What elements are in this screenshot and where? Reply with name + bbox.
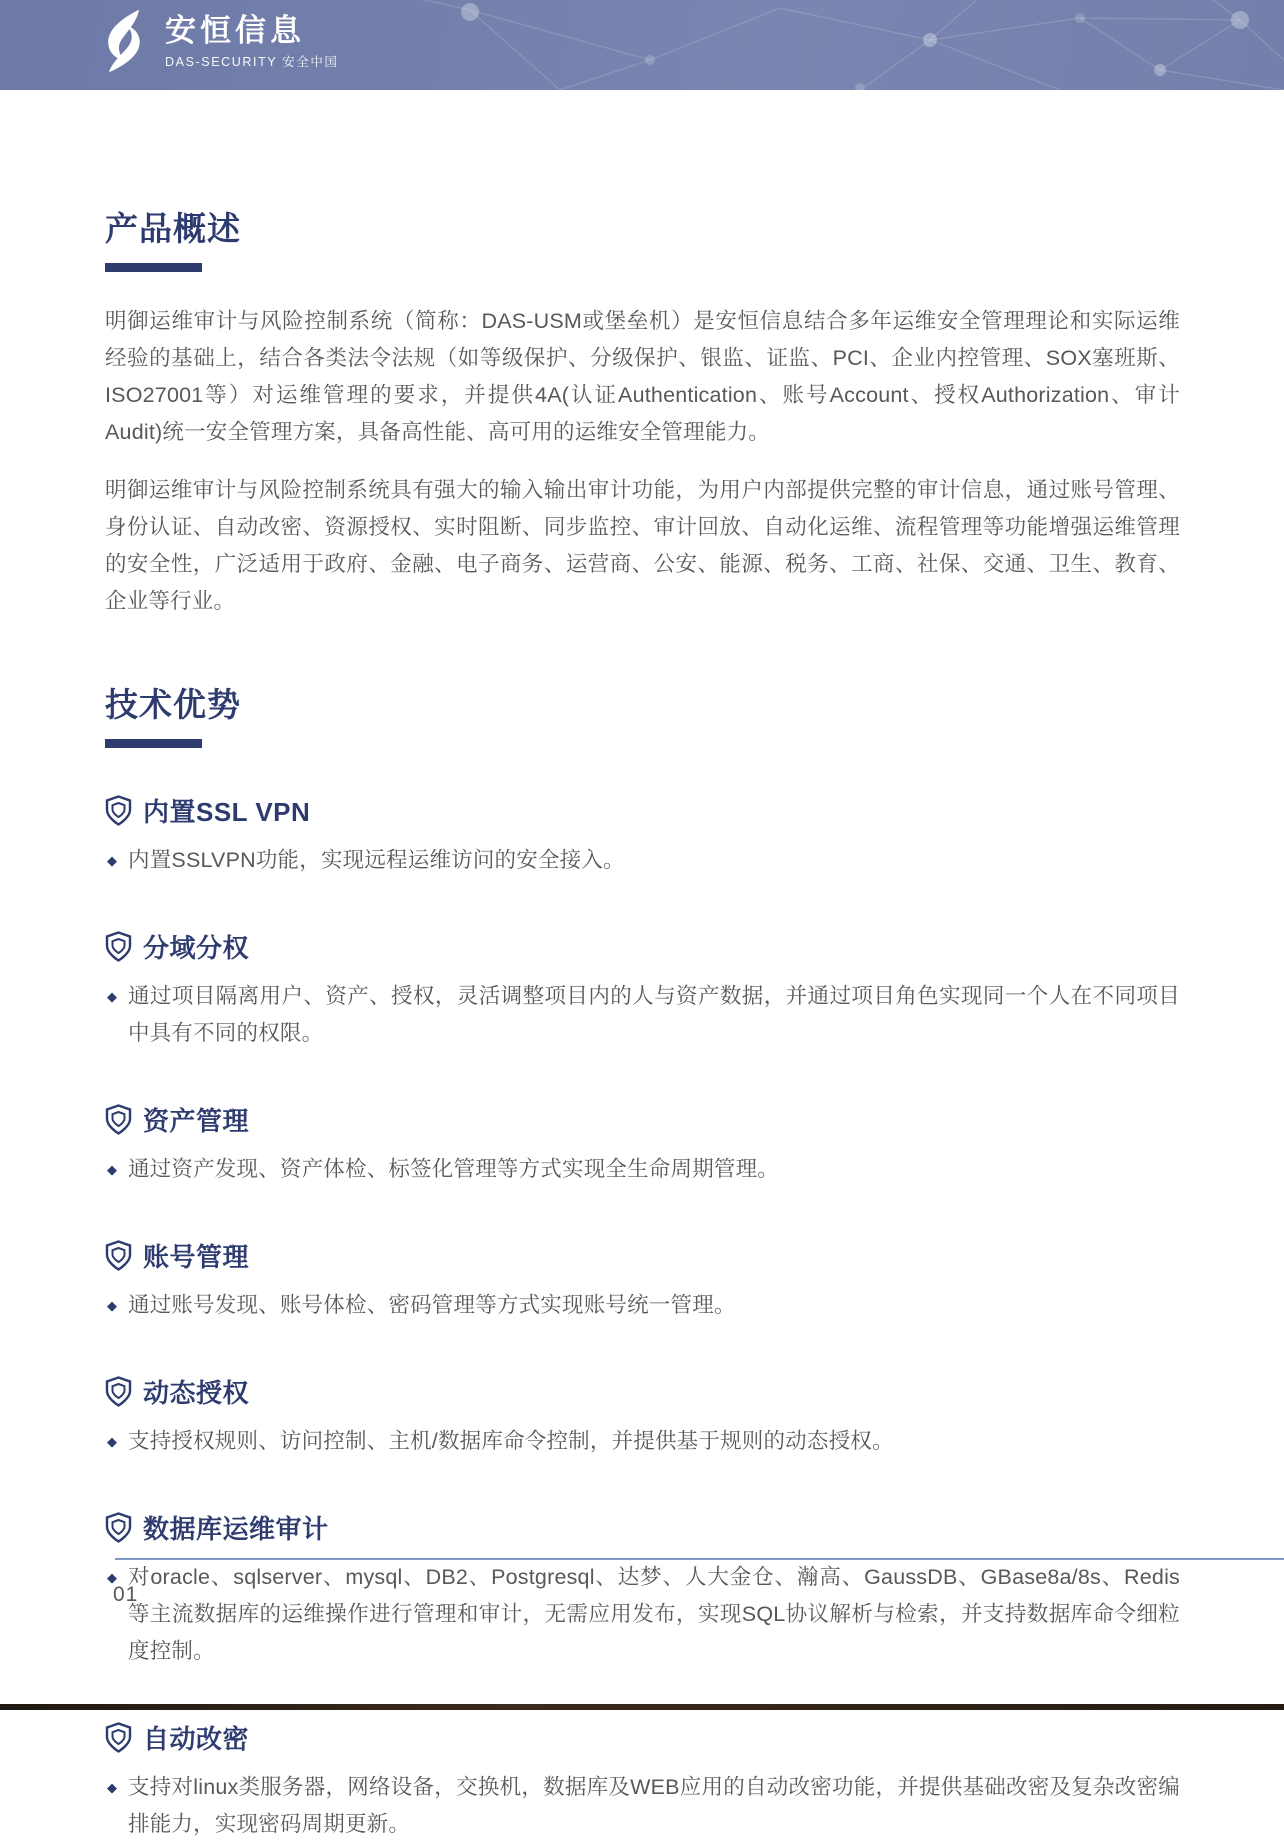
company-logo [95, 8, 339, 74]
shield-icon [105, 795, 132, 826]
advantages-section [105, 620, 1180, 748]
logo-text [165, 13, 339, 70]
diamond-bullet-icon: ◆ [107, 1162, 117, 1177]
feature-heading: 内置SSL VPN [143, 797, 311, 827]
overview-paragraph-1: 明御运维审计与风险控制系统（简称：DAS-USM或堡垒机）是安恒信息结合多年运维安全管理理论和实际运维经验的基础上，结合各类法令法规（如等级保护、分级保护、银监、证监、PCI、企业内控管理、SOX塞班斯、ISO27001等）对运维管理的要求，并提供4A(认证Authentication、账号Account、授权Authorization、审计Audit)统一安全管理方案，具备高性能、高可用的运维安全管理能力。 [105, 309, 1180, 444]
feature-bullet-text: 支持对linux类服务器，网络设备，交换机，数据库及WEB应用的自动改密功能，并提供基础改密及复杂改密编排能力，实现密码周期更新。 [128, 1775, 1180, 1836]
title-underline-bar [105, 739, 202, 748]
brand-name-cn: 安恒信息 [165, 12, 305, 48]
diamond-bullet-icon: ◆ [107, 1780, 117, 1795]
feature-heading: 分域分权 [143, 933, 250, 963]
diamond-bullet-icon: ◆ [107, 989, 117, 1004]
shield-icon [105, 1240, 132, 1271]
page-content [0, 90, 1284, 1843]
logo-swoosh-icon [95, 8, 153, 74]
feature-block [105, 1373, 1180, 1460]
overview-title: 产品概述 [105, 210, 241, 247]
shield-icon [105, 1104, 132, 1135]
shield-icon [105, 1512, 132, 1543]
feature-bullet-text: 支持授权规则、访问控制、主机/数据库命令控制，并提供基于规则的动态授权。 [128, 1429, 894, 1453]
feature-block [105, 928, 1180, 1052]
feature-heading: 数据库运维审计 [143, 1514, 329, 1544]
brand-name-en [165, 52, 339, 70]
overview-paragraph-2: 明御运维审计与风险控制系统具有强大的输入输出审计功能，为用户内部提供完整的审计信息，通过账号管理、身份认证、自动改密、资源授权、实时阻断、同步监控、审计回放、自动化运维、流程管理等功能增强运维管理的安全性，广泛适用于政府、金融、电子商务、运营商、公安、能源、税务、工商、社保、交通、卫生、教育、企业等行业。 [105, 478, 1180, 613]
advantages-title: 技术优势 [105, 686, 241, 723]
feature-bullet-text: 通过账号发现、账号体检、密码管理等方式实现账号统一管理。 [128, 1293, 736, 1317]
page-number: 01 [113, 1583, 139, 1606]
feature-block [105, 1237, 1180, 1324]
feature-heading: 账号管理 [143, 1242, 250, 1272]
footer-divider-line [115, 1558, 1284, 1560]
brand-tag-label: 安全中国 [282, 54, 339, 69]
feature-bullet-text: 通过资产发现、资产体检、标签化管理等方式实现全生命周期管理。 [128, 1157, 780, 1181]
bottom-edge-strip [0, 1704, 1284, 1710]
diamond-bullet-icon: ◆ [107, 1570, 117, 1585]
diamond-bullet-icon: ◆ [107, 853, 117, 868]
brand-en-label: DAS-SECURITY [165, 54, 278, 69]
feature-bullet-text: 对oracle、sqlserver、mysql、DB2、Postgresql、达梦、人大金仓、瀚高、GaussDB、GBase8a/8s、Redis等主流数据库的运维操作进行管理和审计，无需应用发布，实现SQL协议解析与检索，并支持数据库命令细粒度控制。 [128, 1565, 1180, 1663]
feature-block [105, 792, 1180, 879]
feature-bullet-text: 通过项目隔离用户、资产、授权，灵活调整项目内的人与资产数据，并通过项目角色实现同一个人在不同项目中具有不同的权限。 [128, 984, 1180, 1045]
feature-block [105, 1101, 1180, 1188]
header-banner [0, 0, 1284, 90]
feature-heading: 自动改密 [143, 1724, 250, 1754]
shield-icon [105, 1722, 132, 1753]
feature-list [105, 792, 1180, 1843]
feature-heading: 资产管理 [143, 1106, 250, 1136]
shield-icon [105, 931, 132, 962]
diamond-bullet-icon: ◆ [107, 1434, 117, 1449]
feature-heading: 动态授权 [143, 1378, 250, 1408]
overview-section [105, 90, 1180, 272]
feature-bullet-text: 内置SSLVPN功能，实现远程运维访问的安全接入。 [128, 848, 625, 872]
feature-block [105, 1509, 1180, 1670]
feature-block [105, 1719, 1180, 1843]
diamond-bullet-icon: ◆ [107, 1298, 117, 1313]
shield-icon [105, 1376, 132, 1407]
title-underline-bar [105, 263, 202, 272]
